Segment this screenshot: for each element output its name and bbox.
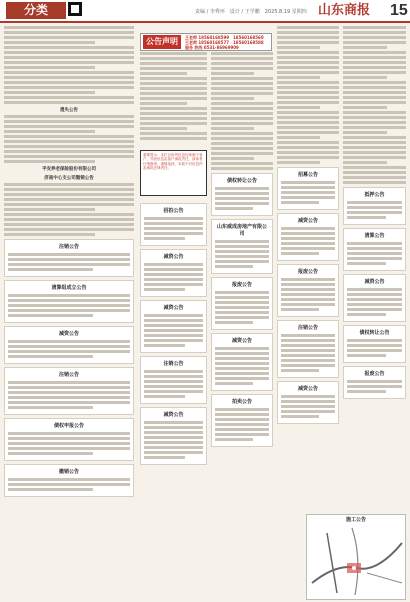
notice-card: 减资公告 (140, 300, 207, 353)
banner-line: 王老师 18560168599 18560168560 (185, 35, 264, 40)
notice-card: 债权申报公告 (4, 418, 134, 461)
construction-map (306, 514, 406, 600)
qr-code-icon (68, 2, 82, 16)
column-4 (277, 26, 339, 427)
notice-card: 减资公告 (277, 381, 339, 424)
notice-card: 报废公告 (343, 366, 406, 399)
notice-card: 注销公告 (277, 320, 339, 378)
ad-banner (140, 33, 272, 51)
notice-card: 债权转让公告 (343, 325, 406, 363)
disclaimer-box: 重要提示：本栏目所刊信息均来源于客户，刊登信息由客户承担责任，请读者仔细甄别，谨慎选择，本报不对信息内容承担法律责任。 (140, 150, 207, 196)
header-rule (0, 21, 410, 23)
notice-card: 招拍公告 (140, 203, 207, 246)
notice-card: 减资公告 (140, 249, 207, 297)
banner-line: 服务 热线 0531-86969909 (185, 45, 239, 50)
map-title: 施工公告 (345, 517, 366, 523)
notice-card: 减资公告 (343, 274, 406, 322)
notice-card: 减资公告 (4, 326, 134, 364)
company-name: 平安养老保险股份有限公司 (42, 167, 96, 172)
banner-label: 公告声明 (143, 35, 181, 49)
column-3 (211, 52, 273, 450)
notice-card: 拍卖公告 (211, 394, 273, 447)
editor-line: 责编 / 李秀环 设计 / 王学鹏 2025.8.19 星期四 (195, 9, 307, 15)
page-header (0, 0, 410, 22)
road-line (367, 573, 402, 583)
notice-card: 注销公告 (4, 367, 134, 415)
section-title: 分类 (6, 2, 66, 19)
notice-card: 山东威成房地产有限公司 (211, 219, 273, 274)
notice-card: 清算组成立公告 (4, 280, 134, 323)
notice-card: 减资公告 (140, 407, 207, 465)
marker-icon (352, 566, 356, 570)
column-5 (343, 26, 406, 402)
column-1 (4, 26, 134, 500)
newspaper-name: 山东商报 (318, 3, 371, 18)
notice-card: 注销公告 (4, 239, 134, 277)
notice-card: 债权转让公告 (211, 173, 273, 216)
company-subtitle: 济南中心支公司撤销公告 (44, 176, 94, 181)
notice-card: 招募公告 (277, 167, 339, 210)
road-line (327, 533, 337, 593)
notice-card: 报废公告 (211, 277, 273, 330)
notice-card: 减资公告 (277, 213, 339, 261)
notice-card: 清算公告 (343, 228, 406, 271)
notice-title: 遗失公告 (60, 108, 78, 113)
notice-card: 撤销公告 (4, 464, 134, 497)
page-number: 15 (390, 2, 408, 19)
notice-card: 减资公告 (211, 333, 273, 391)
column-2b (140, 200, 207, 468)
notice-card: 抵押公告 (343, 187, 406, 225)
map-drawing (307, 523, 405, 599)
column-2 (140, 52, 207, 142)
road-line (352, 528, 358, 595)
notice-card: 报废公告 (277, 264, 339, 317)
notice-card: 注销公告 (140, 356, 207, 404)
banner-line: 王老师 18560168577 18560168588 (185, 40, 264, 45)
